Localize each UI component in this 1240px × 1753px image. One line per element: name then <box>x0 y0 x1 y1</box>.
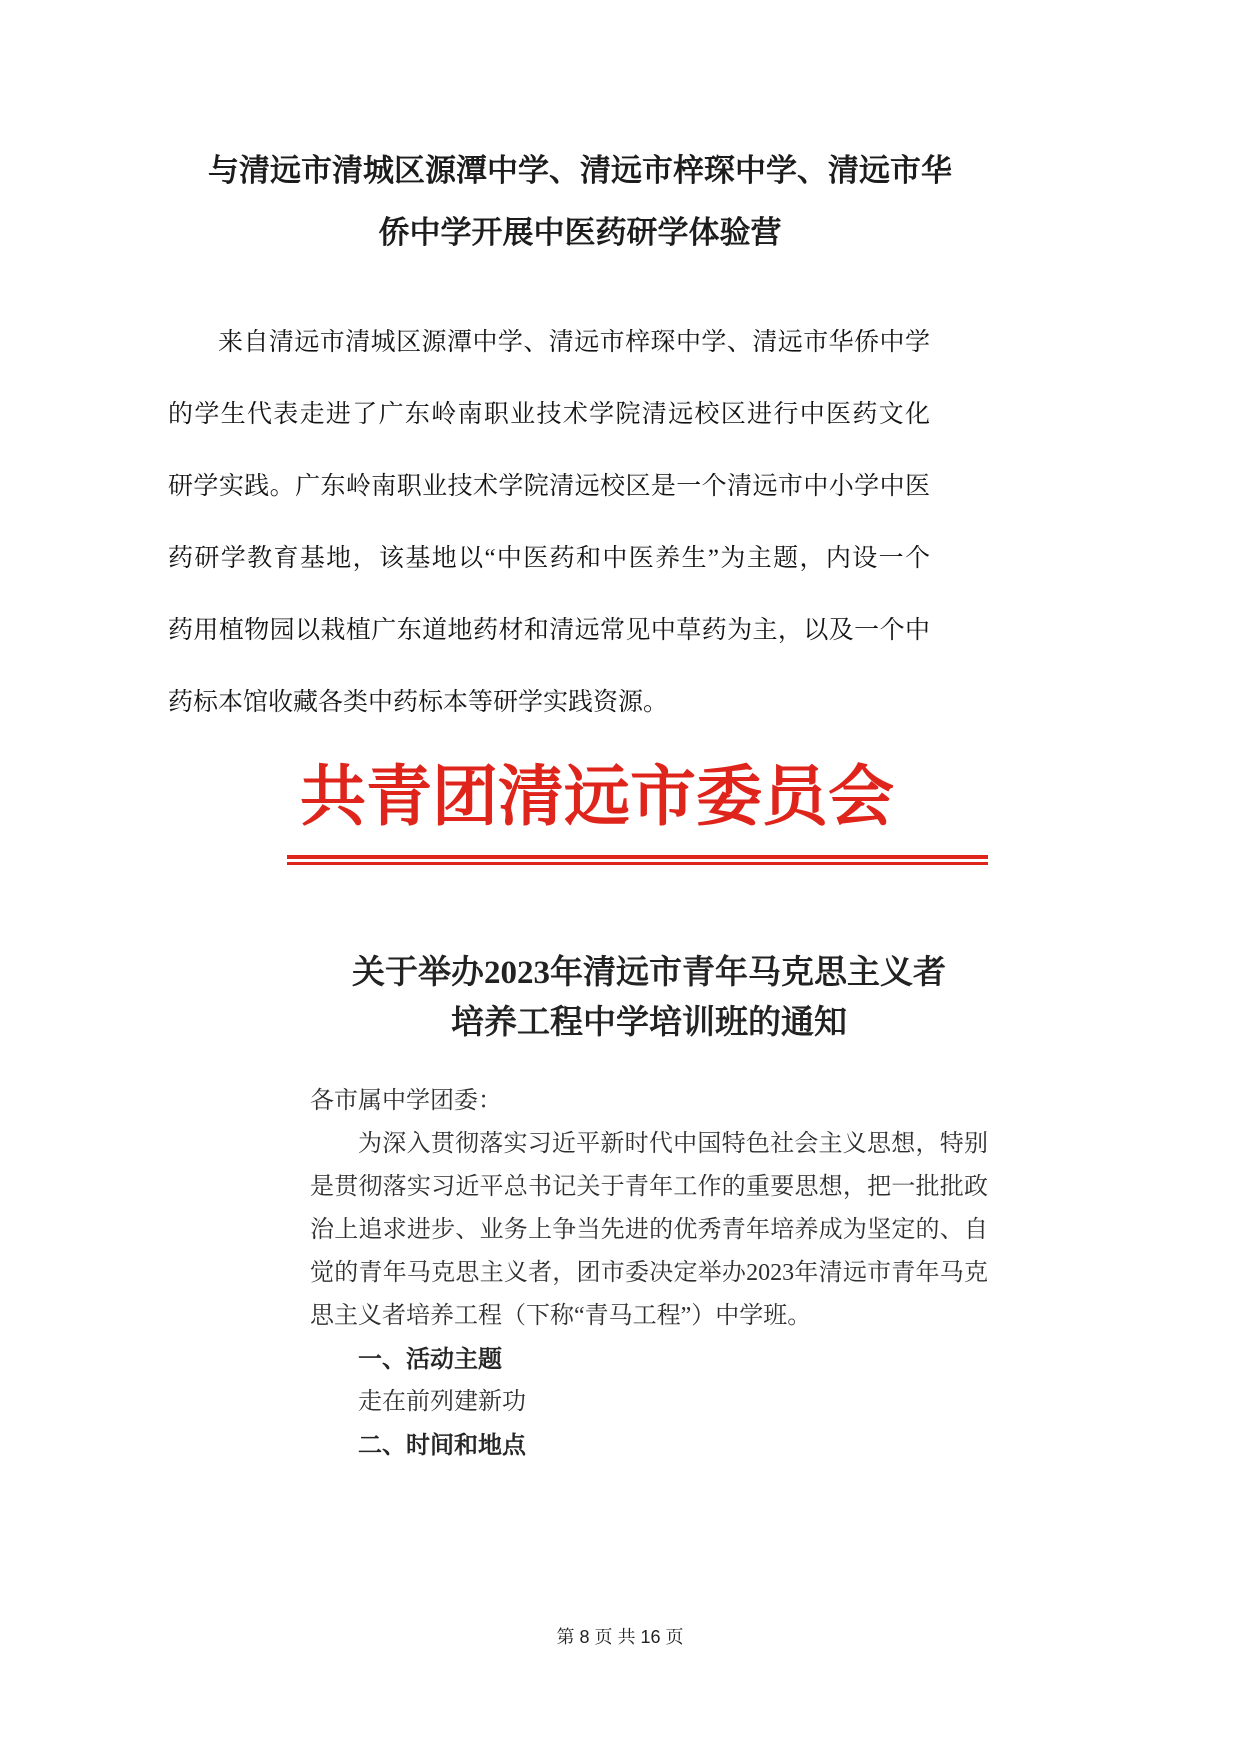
notice-section2-heading: 二、时间和地点 <box>358 1432 526 1459</box>
notice-section1-content: 走在前列建新功 <box>358 1389 526 1415</box>
page-title-line-2: 侨中学开展中医药研学体验营 <box>378 215 782 250</box>
page-title <box>150 140 1010 264</box>
intro-line: 的学生代表走进了广东岭南职业技术学院清远校区进行中医药文化 <box>168 401 930 428</box>
notice-body-line: 治上追求进步、业务上争当先进的优秀青年培养成为坚定的、自 <box>310 1217 988 1243</box>
letterhead-red-rule <box>287 855 988 865</box>
intro-line: 药研学教育基地，该基地以“中医药和中医养生”为主题，内设一个 <box>168 545 930 572</box>
page-footer: 第 8 页 共 16 页 <box>556 1627 684 1647</box>
page-title-line-1: 与清远市清城区源潭中学、清远市梓琛中学、清远市华 <box>208 153 952 188</box>
notice-section1-heading: 一、活动主题 <box>358 1346 502 1373</box>
notice-body-line: 思主义者培养工程（下称“青马工程”）中学班。 <box>310 1303 812 1329</box>
embedded-notice-scan <box>310 948 988 1459</box>
notice-body-line: 觉的青年马克思主义者，团市委决定举办2023年清远市青年马克 <box>310 1260 988 1286</box>
letterhead-org-name: 共青团清远市委员会 <box>300 761 894 834</box>
notice-body <box>310 1080 988 1467</box>
intro-line: 研学实践。广东岭南职业技术学院清远校区是一个清远市中小学中医 <box>168 473 930 500</box>
notice-title-line-1: 关于举办2023年清远市青年马克思主义者 <box>352 955 946 991</box>
intro-line: 来自清远市清城区源潭中学、清远市梓琛中学、清远市华侨中学 <box>218 329 930 356</box>
intro-line: 药用植物园以栽植广东道地药材和清远常见中草药为主，以及一个中 <box>168 617 930 644</box>
notice-salutation: 各市属中学团委： <box>310 1088 502 1114</box>
notice-body-line: 是贯彻落实习近平总书记关于青年工作的重要思想，把一批批政 <box>310 1174 988 1200</box>
notice-title <box>310 948 988 1048</box>
notice-body-line: 为深入贯彻落实习近平新时代中国特色社会主义思想，特别 <box>358 1131 988 1157</box>
notice-title-line-2: 培养工程中学培训班的通知 <box>451 1005 847 1041</box>
intro-paragraph <box>168 307 930 739</box>
intro-line: 药标本馆收藏各类中药标本等研学实践资源。 <box>168 689 669 716</box>
